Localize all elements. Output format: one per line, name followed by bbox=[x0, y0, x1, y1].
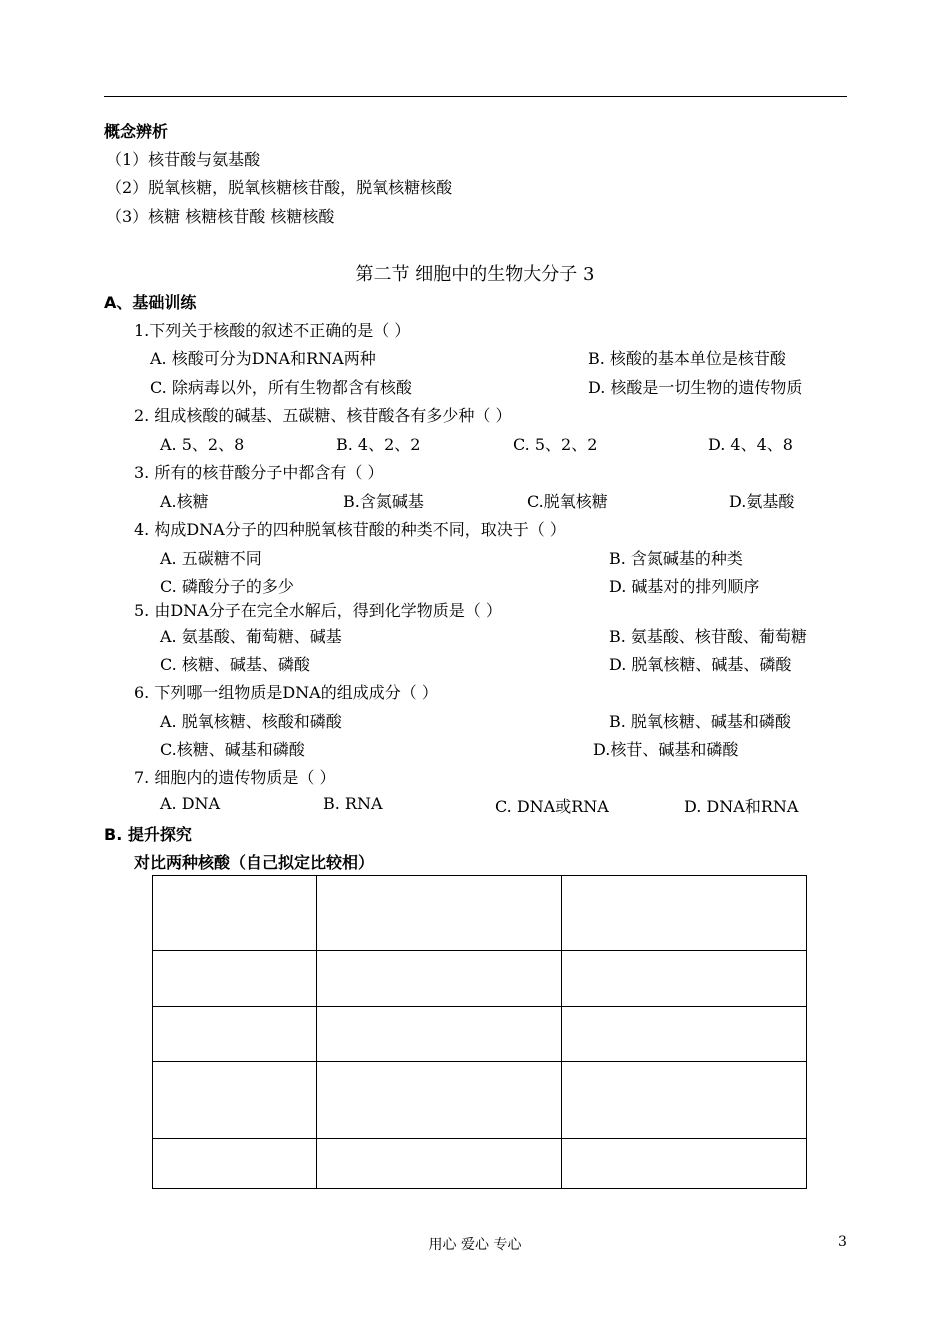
concept-item: （1）核苷酸与氨基酸 bbox=[106, 150, 261, 169]
table-cell[interactable] bbox=[317, 1062, 562, 1139]
table-cell[interactable] bbox=[317, 876, 562, 951]
question-option: B.含氮碱基 bbox=[343, 492, 424, 511]
partB-heading: B. 提升探究 bbox=[104, 825, 192, 844]
question-option: C. DNA或RNA bbox=[495, 797, 609, 816]
partB-subheading: 对比两种核酸（自己拟定比较相） bbox=[134, 853, 375, 872]
table-cell[interactable] bbox=[562, 1007, 807, 1062]
table-cell[interactable] bbox=[153, 1062, 317, 1139]
concept-item: （2）脱氧核糖，脱氧核糖核苷酸，脱氧核糖核酸 bbox=[106, 178, 453, 197]
question-stem: 3. 所有的核苷酸分子中都含有（ ） bbox=[134, 463, 384, 482]
question-stem: 5. 由DNA分子在完全水解后，得到化学物质是（ ） bbox=[134, 601, 502, 620]
question-option: C. 5、2、2 bbox=[513, 435, 598, 454]
table-row bbox=[153, 951, 807, 1007]
partA-heading: A、基础训练 bbox=[104, 293, 197, 312]
table-cell[interactable] bbox=[317, 1007, 562, 1062]
table-row bbox=[153, 1139, 807, 1189]
question-option: D. 4、4、8 bbox=[708, 435, 793, 454]
question-option: C. 磷酸分子的多少 bbox=[160, 577, 294, 596]
table-cell[interactable] bbox=[317, 1139, 562, 1189]
page-number: 3 bbox=[838, 1234, 847, 1250]
question-option: B. 脱氧核糖、碱基和磷酸 bbox=[609, 712, 791, 731]
question-option: B. 4、2、2 bbox=[336, 435, 421, 454]
table-cell[interactable] bbox=[153, 1007, 317, 1062]
question-option: C.脱氧核糖 bbox=[527, 492, 608, 511]
question-option: A. DNA bbox=[160, 794, 221, 813]
question-stem: 1.下列关于核酸的叙述不正确的是（ ） bbox=[134, 321, 411, 340]
question-option: B. 核酸的基本单位是核苷酸 bbox=[588, 349, 786, 368]
table-row bbox=[153, 876, 807, 951]
question-option: D. 核酸是一切生物的遗传物质 bbox=[588, 378, 803, 397]
question-stem: 2. 组成核酸的碱基、五碳糖、核苷酸各有多少种（ ） bbox=[134, 406, 512, 425]
question-option: C.核糖、碱基和磷酸 bbox=[160, 740, 305, 759]
question-option: C. 核糖、碱基、磷酸 bbox=[160, 655, 310, 674]
question-option: A. 脱氧核糖、核酸和磷酸 bbox=[160, 712, 342, 731]
question-option: A. 5、2、8 bbox=[160, 435, 245, 454]
table-cell[interactable] bbox=[562, 876, 807, 951]
comparison-table bbox=[152, 875, 807, 1189]
question-option: B. 氨基酸、核苷酸、葡萄糖 bbox=[609, 627, 807, 646]
question-option: A.核糖 bbox=[160, 492, 209, 511]
question-option: B. RNA bbox=[323, 794, 383, 813]
question-option: D. DNA和RNA bbox=[684, 797, 799, 816]
table-cell[interactable] bbox=[562, 1062, 807, 1139]
question-stem: 6. 下列哪一组物质是DNA的组成成分（ ） bbox=[134, 683, 438, 702]
question-option: A. 核酸可分为DNA和RNA两种 bbox=[150, 349, 376, 368]
question-option: C. 除病毒以外，所有生物都含有核酸 bbox=[150, 378, 412, 397]
table-cell[interactable] bbox=[153, 876, 317, 951]
concept-item: （3）核糖 核糖核苷酸 核糖核酸 bbox=[106, 207, 335, 226]
question-stem: 7. 细胞内的遗传物质是（ ） bbox=[134, 768, 336, 787]
question-option: B. 含氮碱基的种类 bbox=[609, 549, 743, 568]
table-cell[interactable] bbox=[153, 951, 317, 1007]
question-option: D.核苷、碱基和磷酸 bbox=[593, 740, 739, 759]
question-option: D. 脱氧核糖、碱基、磷酸 bbox=[609, 655, 792, 674]
footer-slogan: 用心 爱心 专心 bbox=[428, 1237, 522, 1253]
table-row bbox=[153, 1007, 807, 1062]
table-cell[interactable] bbox=[562, 1139, 807, 1189]
concept-heading: 概念辨析 bbox=[104, 122, 169, 141]
table-cell[interactable] bbox=[153, 1139, 317, 1189]
question-option: A. 氨基酸、葡萄糖、碱基 bbox=[160, 627, 342, 646]
question-stem: 4. 构成DNA分子的四种脱氧核苷酸的种类不同，取决于（ ） bbox=[134, 520, 566, 539]
question-option: D.氨基酸 bbox=[729, 492, 795, 511]
question-option: D. 碱基对的排列顺序 bbox=[609, 577, 760, 596]
table-cell[interactable] bbox=[562, 951, 807, 1007]
section-title: 第二节 细胞中的生物大分子 3 bbox=[355, 264, 595, 285]
table-cell[interactable] bbox=[317, 951, 562, 1007]
header-rule bbox=[104, 96, 847, 97]
question-option: A. 五碳糖不同 bbox=[160, 549, 262, 568]
table-row bbox=[153, 1062, 807, 1139]
